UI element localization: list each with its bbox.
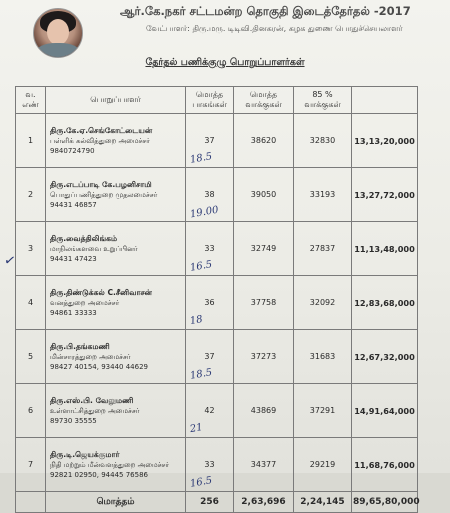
person-role: உள்ளாட்சித்துறை அமைச்சர் (50, 406, 140, 415)
row-pct: 29219 (294, 438, 352, 492)
person-role: மின்சாரத்துறை அமைச்சர் (50, 352, 131, 361)
row-person (46, 330, 186, 384)
row-voters: 38620 (234, 114, 294, 168)
row-voters: 43869 (234, 384, 294, 438)
row-pct: 32092 (294, 276, 352, 330)
booths-value: 33 (204, 244, 215, 253)
row-amount: 11,13,48,000 (352, 222, 418, 276)
row-voters: 39050 (234, 168, 294, 222)
row-amount: 14,91,64,000 (352, 384, 418, 438)
handwritten-note: 21 (189, 421, 204, 436)
row-voters: 32749 (234, 222, 294, 276)
handwritten-note: 18 (189, 313, 204, 328)
person-name: திரு.திண்டுக்கல் C.சீனிவாசன் (50, 287, 153, 297)
document-subtitle: வேட்பாளர்: திரு.மரு. டிடிவி.தினகரன், கழக துணை பொதுச்செயலாளர் (146, 24, 403, 33)
col-header-booths: மொத்த பாகங்கள் (186, 87, 234, 114)
person-name: திரு.பி.தங்கமணி (50, 341, 110, 351)
handwritten-note: 16.5 (189, 475, 214, 490)
person-role: நிதி மற்றும் மீன்வளத்துறை அமைச்சர் (50, 460, 170, 469)
row-booths (186, 330, 234, 384)
table-row (16, 384, 418, 438)
person-name: திரு.எஸ்.பி. வேலுமணி (50, 395, 134, 405)
row-sl: 6 (16, 384, 46, 438)
total-voters: 2,63,696 (234, 492, 294, 513)
total-booths: 256 (186, 492, 234, 513)
booths-value: 37 (204, 352, 215, 361)
row-pct: 32830 (294, 114, 352, 168)
col-header-amount (352, 87, 418, 114)
handwritten-note: 16.5 (189, 259, 214, 274)
col-header-name: பொறுப்பாளர் (46, 87, 186, 114)
person-name: திரு.வைத்திலிங்கம் (50, 233, 118, 243)
row-booths (186, 276, 234, 330)
table-row (16, 114, 418, 168)
row-amount: 12,67,32,000 (352, 330, 418, 384)
row-voters: 34377 (234, 438, 294, 492)
person-phone: 9840724790 (50, 146, 95, 155)
row-person (46, 222, 186, 276)
row-booths (186, 168, 234, 222)
person-name: திரு.டி.ஜெயக்குமார் (50, 449, 120, 459)
row-sl: 3 (16, 222, 46, 276)
booths-value: 38 (204, 190, 215, 199)
row-booths (186, 222, 234, 276)
person-name: திரு.எடப்பாடி கே.பழனிசாமி (50, 179, 152, 189)
row-sl: 5 (16, 330, 46, 384)
total-label: மொத்தம் (46, 492, 186, 513)
booths-value: 33 (204, 460, 215, 469)
row-sl: 7 (16, 438, 46, 492)
table-row (16, 330, 418, 384)
row-person (46, 276, 186, 330)
person-phone: 94431 46857 (50, 200, 97, 209)
row-person (46, 438, 186, 492)
row-sl: 1 (16, 114, 46, 168)
booths-value: 36 (204, 298, 215, 307)
row-voters: 37758 (234, 276, 294, 330)
row-amount: 13,27,72,000 (352, 168, 418, 222)
row-booths (186, 384, 234, 438)
table-header-row (16, 87, 418, 114)
handwritten-note: 18.5 (189, 367, 214, 382)
handwritten-note: 18.5 (189, 151, 214, 166)
table-body (16, 114, 418, 492)
person-phone: 94431 47423 (50, 254, 97, 263)
person-phone: 94861 33333 (50, 308, 97, 317)
handwritten-check-mark: ✓ (2, 252, 18, 270)
row-person (46, 168, 186, 222)
person-phone: 98427 40154, 93440 44629 (50, 362, 148, 371)
row-booths (186, 438, 234, 492)
col-header-pct: 85 % வாக்குகள் (294, 87, 352, 114)
booths-value: 37 (204, 136, 215, 145)
row-amount: 11,68,76,000 (352, 438, 418, 492)
col-header-voters: மொத்த வாக்குகள் (234, 87, 294, 114)
person-role: மாநிலங்களவை உறுப்பினர் (50, 244, 138, 253)
person-role: பொதுப்பணித்துறை முதலமைச்சர் (50, 190, 158, 199)
row-pct: 33193 (294, 168, 352, 222)
section-heading: தேர்தல் பணிக்குழு பொறுப்பாளர்கள் (145, 57, 305, 68)
person-role: பள்ளிக் கல்வித்துறை அமைச்சர் (50, 136, 150, 145)
row-sl: 4 (16, 276, 46, 330)
row-pct: 27837 (294, 222, 352, 276)
booths-value: 42 (204, 406, 215, 415)
row-pct: 37291 (294, 384, 352, 438)
row-voters: 37273 (234, 330, 294, 384)
handwritten-note: 19.00 (189, 204, 220, 221)
row-sl: 2 (16, 168, 46, 222)
row-person (46, 384, 186, 438)
row-pct: 31683 (294, 330, 352, 384)
document-title: ஆர்.கே.நகர் சட்டமன்ற தொகுதி இடைத்தேர்தல் -2017 (120, 4, 411, 18)
table-row (16, 438, 418, 492)
row-amount: 12,83,68,000 (352, 276, 418, 330)
person-phone: 92821 02950, 94445 76586 (50, 470, 148, 479)
total-amount: 89,65,80,000 (352, 492, 418, 513)
row-booths (186, 114, 234, 168)
row-person (46, 114, 186, 168)
row-amount: 13,13,20,000 (352, 114, 418, 168)
col-header-sl: வ. எண் (16, 87, 46, 114)
table-row (16, 222, 418, 276)
table-row (16, 168, 418, 222)
leader-portrait-image (33, 8, 83, 58)
committee-table (15, 86, 418, 513)
total-pct: 2,24,145 (294, 492, 352, 513)
person-role: வனத்துறை அமைச்சர் (50, 298, 120, 307)
person-name: திரு.கே.ஏ.செங்கோட்டையன் (50, 125, 153, 135)
person-phone: 89730 35555 (50, 416, 97, 425)
table-total-row (16, 492, 418, 513)
table-row (16, 276, 418, 330)
